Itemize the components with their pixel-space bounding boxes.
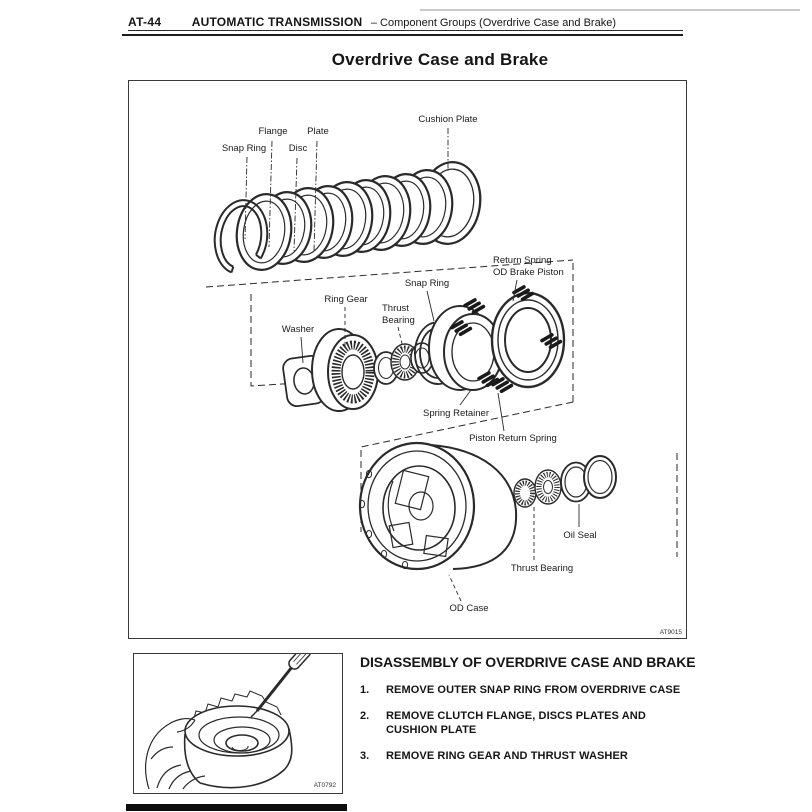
disassembly-step xyxy=(360,683,800,698)
page-header xyxy=(128,13,688,31)
scan-bottom-edge xyxy=(126,804,347,811)
label-plate: Plate xyxy=(307,126,329,137)
label-return-spring: Return Spring xyxy=(493,255,552,266)
label-cushion-plate: Cushion Plate xyxy=(418,114,478,125)
label-thrust-bearing-bottom: Thrust Bearing xyxy=(510,563,574,574)
label-snap-ring-top: Snap Ring xyxy=(221,143,267,154)
step-number: 3. xyxy=(360,749,370,762)
disassembly-heading: DISASSEMBLY OF OVERDRIVE CASE AND BRAKE xyxy=(360,654,696,670)
figure-frame xyxy=(128,80,687,639)
label-snap-ring-mid: Snap Ring xyxy=(404,278,450,289)
step-text: REMOVE OUTER SNAP RING FROM OVERDRIVE CASE xyxy=(386,684,681,696)
disassembly-instructions xyxy=(360,654,800,774)
label-od-case: OD Case xyxy=(449,603,489,614)
scan-edge-artifact xyxy=(420,9,800,11)
label-thrust-bearing-2: Bearing xyxy=(382,315,415,326)
clutch-pack-group xyxy=(210,158,485,276)
label-spring-retainer: Spring Retainer xyxy=(422,408,490,419)
section-subtitle: – Component Groups (Overdrive Case and Brake) xyxy=(370,17,616,29)
figure-code: AT9015 xyxy=(659,629,682,636)
step-text: REMOVE CLUTCH FLANGE, DISCS PLATES AND CUSHION PLATE xyxy=(386,709,646,737)
header-rule xyxy=(122,34,683,37)
header-underline xyxy=(128,30,683,31)
disassembly-step xyxy=(360,709,800,738)
label-thrust-bearing-1: Thrust xyxy=(382,303,409,314)
label-piston-return-spring: Piston Return Spring xyxy=(469,433,557,444)
inset-figure-code: AT0792 xyxy=(313,782,336,789)
section-title: AUTOMATIC TRANSMISSION xyxy=(191,15,363,29)
step-number: 1. xyxy=(360,684,370,696)
label-ring-gear: Ring Gear xyxy=(324,294,368,305)
oil-seal-part xyxy=(561,456,616,502)
label-od-brake-piston: OD Brake Piston xyxy=(493,267,564,278)
disassembly-step xyxy=(360,749,800,764)
bottom-thrust-bearing-part xyxy=(535,470,561,504)
page-number: AT-44 xyxy=(128,15,162,29)
snap-ring-removal-illustration xyxy=(134,654,339,790)
step-number: 2. xyxy=(360,709,370,722)
label-disc: Disc xyxy=(288,143,308,154)
exploded-parts-diagram xyxy=(129,81,686,638)
step-text: REMOVE RING GEAR AND THRUST WASHER xyxy=(386,749,628,762)
ring-gear-part xyxy=(312,329,378,411)
label-oil-seal: Oil Seal xyxy=(563,530,597,541)
label-flange: Flange xyxy=(258,126,288,137)
label-washer: Washer xyxy=(281,324,315,335)
inset-figure-frame xyxy=(133,653,343,794)
page-title: Overdrive Case and Brake xyxy=(331,50,549,69)
od-case-group xyxy=(359,443,616,569)
